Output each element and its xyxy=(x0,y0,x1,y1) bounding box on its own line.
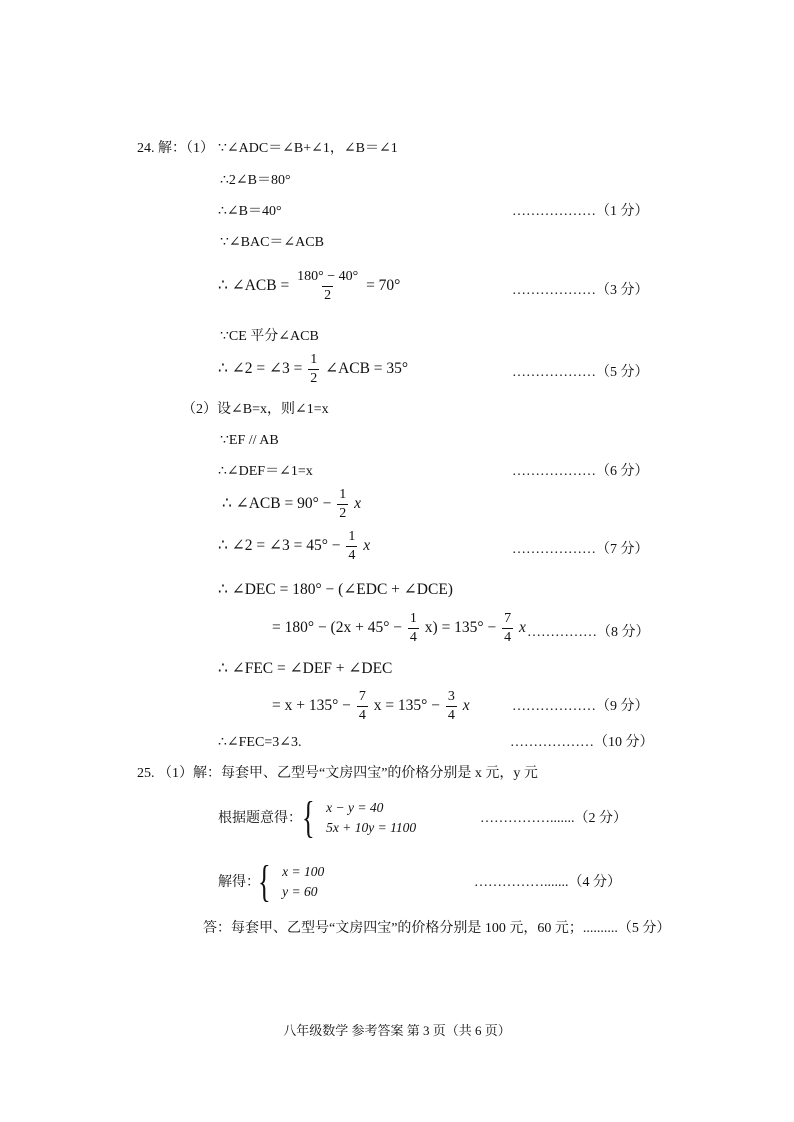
q25-answer: 答：每套甲、乙型号“文房四宝”的价格分别是 100 元，60 元；..........（5 分） xyxy=(203,921,671,936)
q24-line-11 xyxy=(218,530,370,563)
equation-1: x − y = 40 xyxy=(326,800,384,815)
q24-line-11-rhs: x xyxy=(363,537,371,555)
q24-score-1: ………………（1 分） xyxy=(512,204,649,219)
q24-line-10-lhs: ∴ ∠ACB = 90° − xyxy=(222,495,332,513)
brace-icon: { xyxy=(302,793,315,842)
fraction-denominator: 4 xyxy=(358,708,366,723)
fraction xyxy=(346,530,357,563)
fraction xyxy=(502,612,513,645)
q25-eq-label: 根据题意得： xyxy=(218,811,302,826)
equation-2: 5x + 10y = 1100 xyxy=(326,820,417,835)
q25-heading: 25. （1）解：每套甲、乙型号“文房四宝”的价格分别是 x 元，y 元 xyxy=(137,766,538,781)
q24-line-15-b: x = 135° − xyxy=(373,697,440,715)
fraction xyxy=(408,612,419,645)
fraction-numerator: 7 xyxy=(358,689,366,704)
fraction-denominator: 2 xyxy=(339,506,347,521)
fraction xyxy=(308,353,319,386)
fraction-numerator: 180° − 40° xyxy=(297,269,359,284)
q24-heading: 24. 解：（1） xyxy=(137,141,214,156)
q24-line-9: ∴∠DEF＝∠1=x xyxy=(218,464,313,479)
q25-score-2: …………….......（2 分） xyxy=(480,811,627,826)
q24-score-8: ……………（8 分） xyxy=(527,625,650,640)
q24-line-15-a: = x + 135° − xyxy=(272,697,351,715)
q24-score-6: ………………（6 分） xyxy=(512,464,649,479)
q24-line-13-a: = 180° − (2x + 45° − xyxy=(272,619,403,637)
brace-icon: { xyxy=(258,857,271,906)
solution-2: y = 60 xyxy=(282,884,318,899)
q24-line-8: ∵EF // AB xyxy=(220,433,279,448)
q24-score-7: ………………（7 分） xyxy=(512,542,649,557)
fraction-numerator: 1 xyxy=(310,352,318,367)
q24-line-13-c: x xyxy=(519,619,526,637)
q24-line-15 xyxy=(272,690,470,723)
q24-line-16: ∴∠FEC=3∠3. xyxy=(218,735,302,750)
fraction-numerator: 1 xyxy=(409,611,417,626)
fraction xyxy=(446,690,457,723)
q24-line-15-c: x xyxy=(462,697,470,715)
q24-line-2: ∴2∠B＝80° xyxy=(220,173,291,188)
q24-score-3: ………………（3 分） xyxy=(512,283,649,298)
q24-score-9: ………………（9 分） xyxy=(512,699,649,714)
q24-line-12: ∴ ∠DEC = 180° − (∠EDC + ∠DCE) xyxy=(218,581,453,598)
q24-line-13-b: x) = 135° − xyxy=(424,619,497,637)
q25-score-4: …………….......（4 分） xyxy=(474,875,621,890)
q24-score-10: ………………（10 分） xyxy=(510,735,654,750)
fraction-denominator: 2 xyxy=(310,371,318,386)
fraction xyxy=(337,488,348,521)
q24-line-5 xyxy=(218,270,400,303)
q24-line-10-rhs: x xyxy=(354,495,362,513)
q24-part-2: （2）设∠B=x，则∠1=x xyxy=(182,402,329,417)
fraction-denominator: 4 xyxy=(409,630,417,645)
q25-sol-label: 解得： xyxy=(218,875,260,890)
q24-line-7-lhs: ∴ ∠2 = ∠3 = xyxy=(218,360,303,378)
fraction-numerator: 3 xyxy=(447,689,455,704)
fraction-denominator: 2 xyxy=(324,288,332,303)
q24-line-7 xyxy=(218,353,408,386)
q24-line-13 xyxy=(272,612,526,645)
q24-line-5-rhs: = 70° xyxy=(366,277,401,295)
fraction xyxy=(357,690,368,723)
q24-line-7-rhs: ∠ACB = 35° xyxy=(325,360,409,378)
q24-line-5-lhs: ∴ ∠ACB = xyxy=(218,277,290,295)
solution-1: x = 100 xyxy=(282,864,325,879)
fraction-numerator: 1 xyxy=(339,487,347,502)
equation-list xyxy=(326,798,416,838)
q24-line-6: ∵CE 平分∠ACB xyxy=(220,329,319,344)
q24-line-1: ∵∠ADC＝∠B+∠1，∠B＝∠1 xyxy=(218,141,398,156)
q24-line-3: ∴∠B＝40° xyxy=(218,204,282,219)
solution-list xyxy=(282,862,324,902)
fraction-numerator: 1 xyxy=(348,529,356,544)
q24-line-14: ∴ ∠FEC = ∠DEF + ∠DEC xyxy=(218,660,393,677)
fraction-denominator: 4 xyxy=(504,630,512,645)
page-footer: 八年级数学 参考答案 第 3 页（共 6 页） xyxy=(283,1023,511,1038)
q24-line-11-lhs: ∴ ∠2 = ∠3 = 45° − xyxy=(218,537,341,555)
fraction-denominator: 4 xyxy=(348,548,356,563)
fraction xyxy=(295,270,360,303)
q25-equation-system xyxy=(302,793,417,842)
fraction-numerator: 7 xyxy=(504,611,512,626)
q24-line-4: ∵∠BAC＝∠ACB xyxy=(220,235,324,250)
q24-score-5: ………………（5 分） xyxy=(512,365,649,380)
q25-solution-system xyxy=(258,857,325,906)
q24-line-10 xyxy=(222,488,361,521)
fraction-denominator: 4 xyxy=(447,708,455,723)
